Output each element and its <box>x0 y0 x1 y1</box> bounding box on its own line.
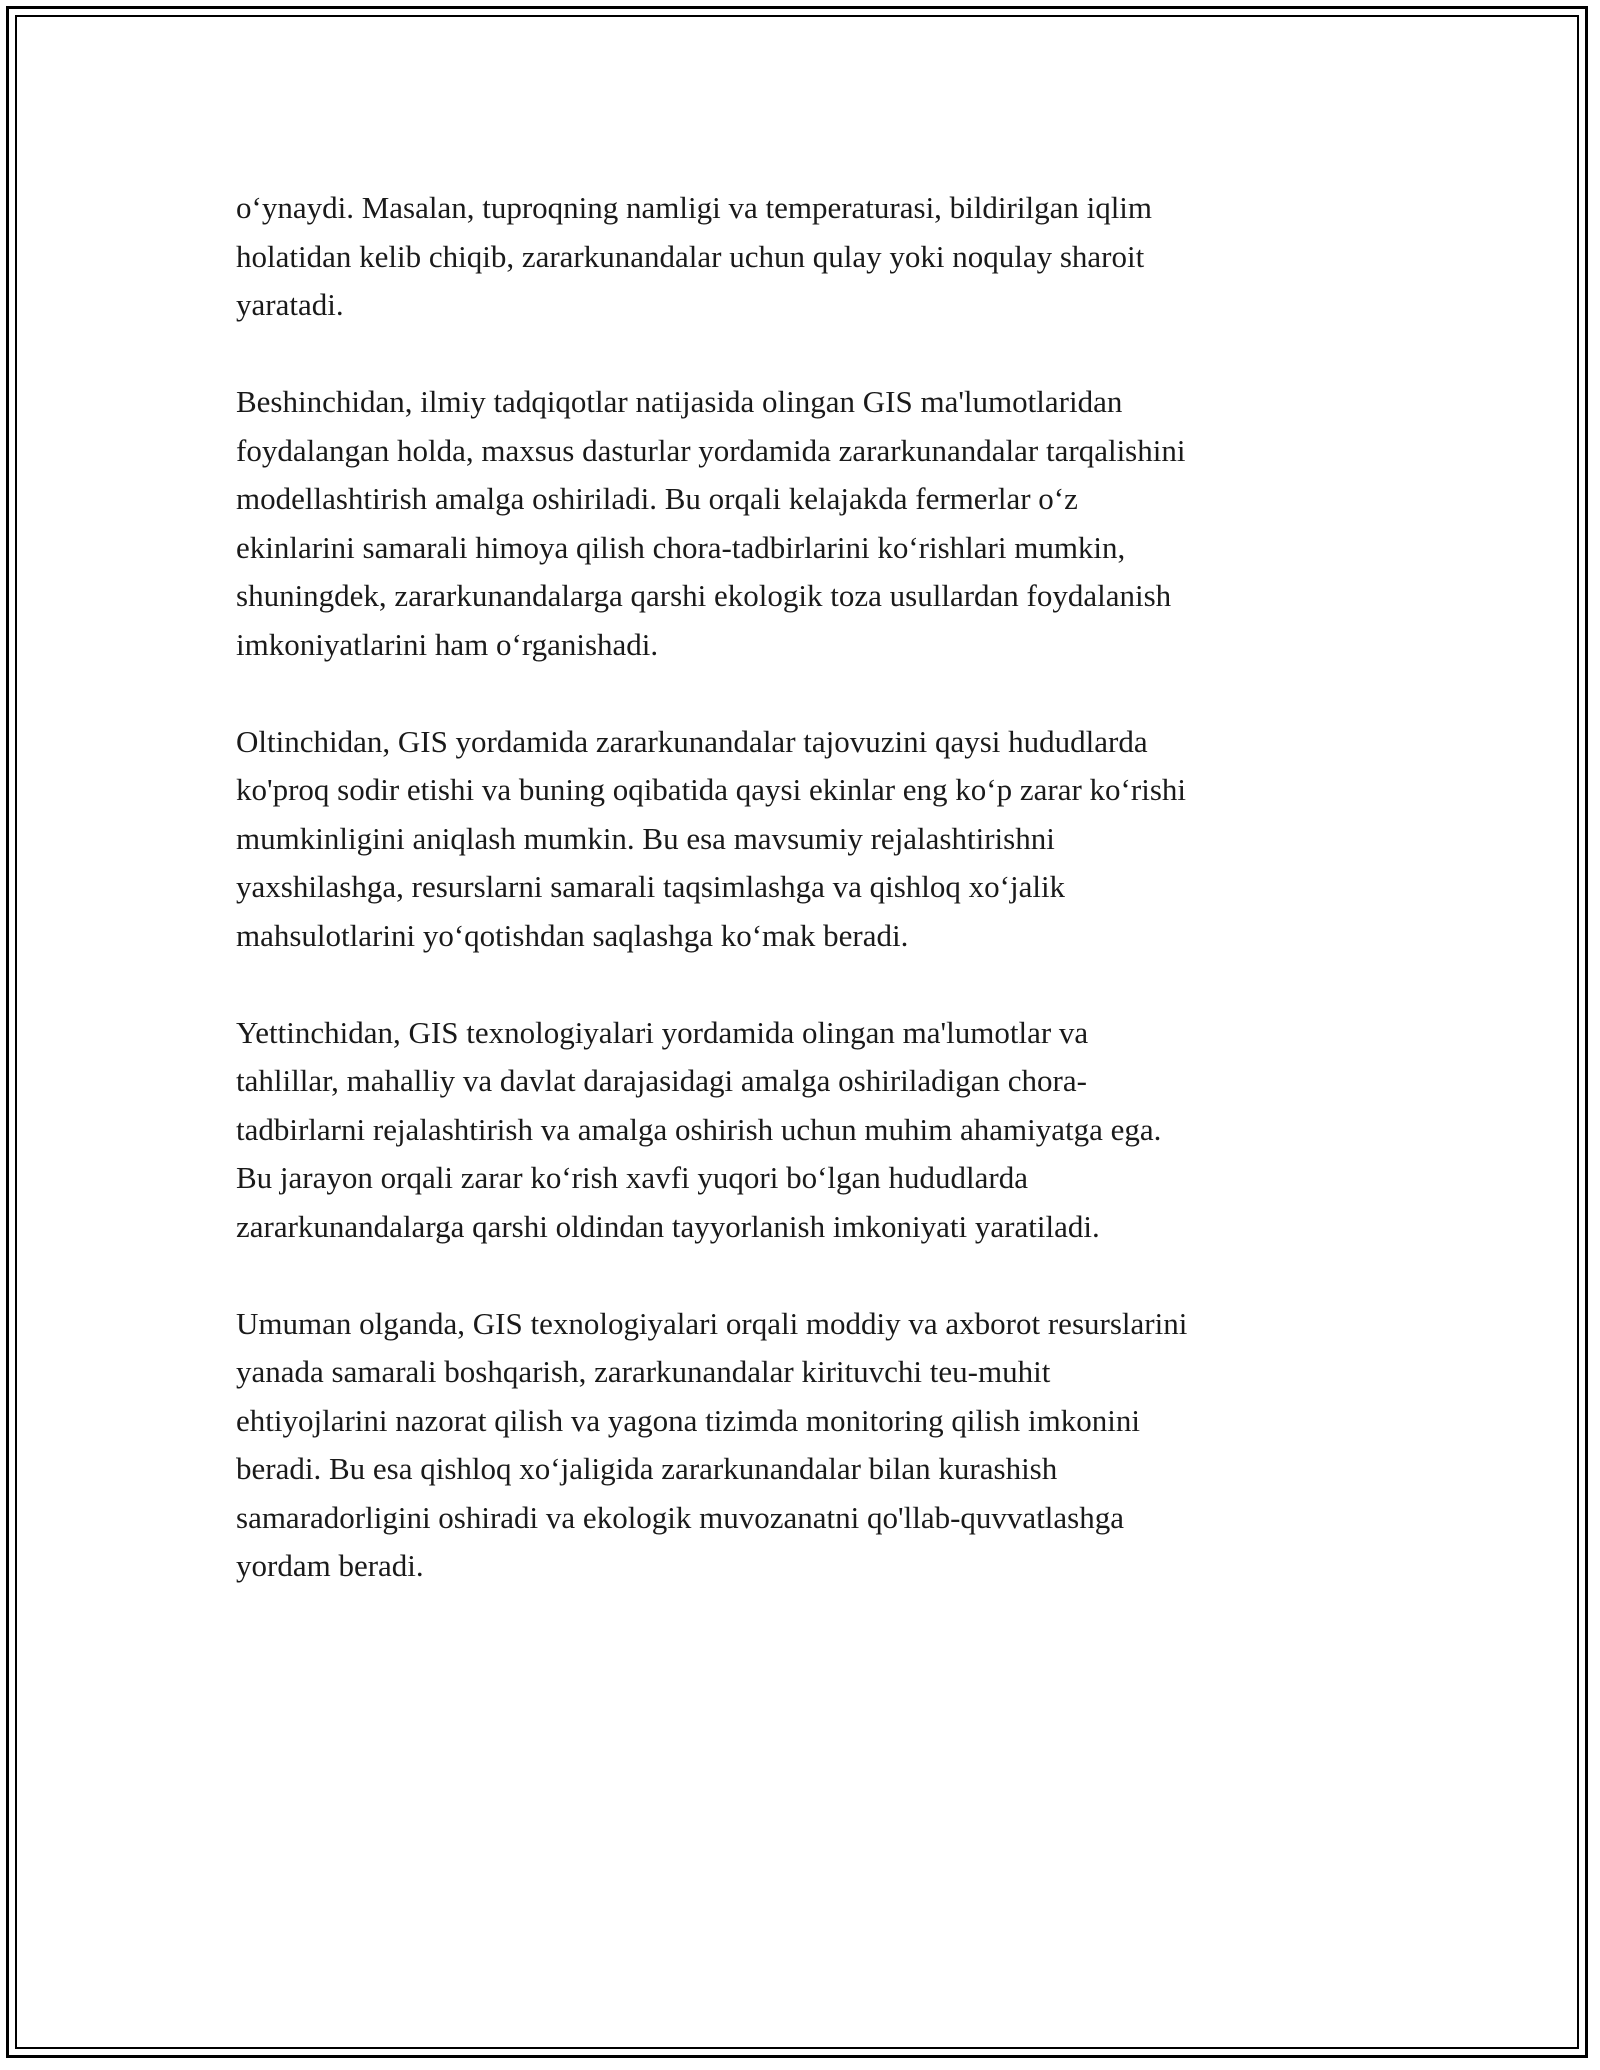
paragraph-5: Umuman olganda, GIS texnologiyalari orqali moddiy va axborot resurslarini yanada samarali boshqarish, zararkunandalar kirituvchi teu-muhit ehtiyojlarini nazorat qilish va yagona tizimda monitoring qilish imkonini beradi. Bu esa qishloq xo‘jaligida zararkunandalar bilan kurashish samaradorligini oshiradi va ekologik muvozanatni qo'llab-quvvatlashga yordam beradi. <box>236 1305 1188 1583</box>
paragraph-2: Beshinchidan, ilmiy tadqiqotlar natijasida olingan GIS ma'lumotlaridan foydalangan holda, maxsus dasturlar yordamida zararkunandalar tarqalishini modellashtirish amalga oshiriladi. Bu orqali kelajakda fermerlar o‘z ekinlarini samarali himoya qilish chora-tadbirlarini ko‘rishlari mumkin, shuningdek, zararkunandalarga qarshi ekologik toza usullardan foydalanish imkoniyatlarini ham o‘rganishadi. <box>236 384 1186 662</box>
paragraph-1: o‘ynaydi. Masalan, tuproqning namligi va temperaturasi, bildirilgan iqlim holatidan kelib chiqib, zararkunandalar uchun qulay yoki noqulay sharoit yaratadi. <box>236 190 1153 322</box>
paragraph-3: Oltinchidan, GIS yordamida zararkunandalar tajovuzini qaysi hududlarda ko'proq sodir etishi va buning oqibatida qaysi ekinlar eng ko‘p zarar ko‘rishi mumkinligini aniqlash mumkin. Bu esa mavsumiy rejalashtirishni yaxshilashga, resurslarni samarali taqsimlashga va qishloq xo‘jalik mahsulotlarini yo‘qotishdan saqlashga ko‘mak beradi. <box>236 723 1186 953</box>
document-body <box>236 184 1376 1639</box>
paragraph-4: Yettinchidan, GIS texnologiyalari yordamida olingan ma'lumotlar va tahlillar, mahalliy va davlat darajasidagi amalga oshiriladigan chora- tadbirlarni rejalashtirish va amalga oshirish uchun muhim ahamiyatga ega. Bu jarayon orqali zarar ko‘rish xavfi yuqori bo‘lgan hududlarda zararkunandalarga qarshi oldindan tayyorlanish imkoniyati yaratiladi. <box>236 1014 1162 1244</box>
